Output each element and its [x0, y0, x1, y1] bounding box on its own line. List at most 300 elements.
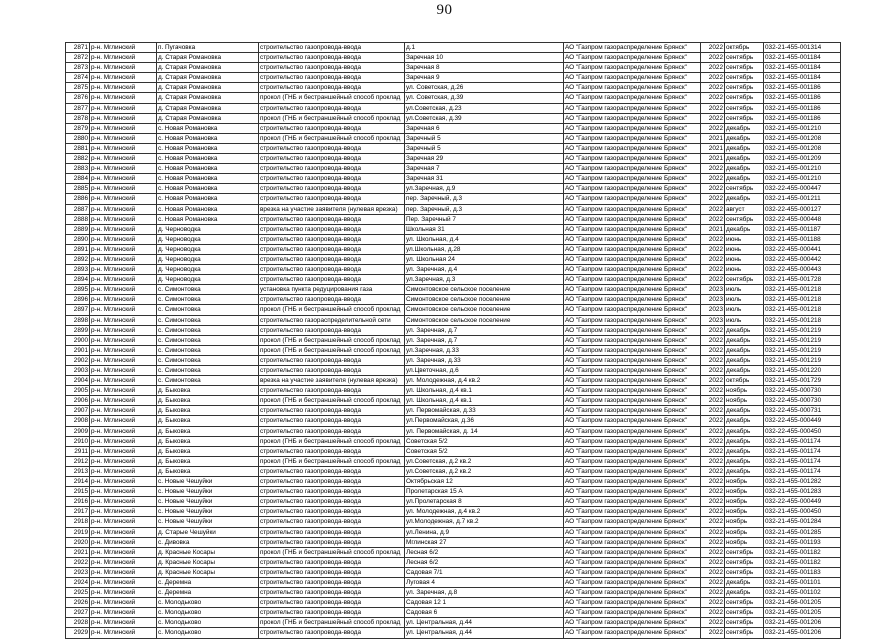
table-row: [66, 406, 841, 416]
table-row: [66, 143, 841, 153]
address-cell: ул. Молодежная, д.4 кв.2: [405, 507, 564, 517]
district-cell: р-н. Мглинский: [90, 598, 157, 608]
row-number-cell: 2879: [66, 123, 90, 133]
reg-number-cell: 032-22-455-000449: [764, 497, 841, 507]
row-number-cell: 2889: [66, 224, 90, 234]
reg-number-cell: 032-21-455-001186: [764, 113, 841, 123]
locality-cell: с. Новая Романовка: [157, 123, 259, 133]
locality-cell: д. Старая Романовка: [157, 63, 259, 73]
work-type-cell: строительство газопровода-ввода: [259, 53, 405, 63]
month-cell: сентябрь: [725, 83, 764, 93]
row-number-cell: 2882: [66, 154, 90, 164]
district-cell: р-н. Мглинский: [90, 194, 157, 204]
organization-cell: АО "Газпром газораспределение Брянск": [564, 335, 701, 345]
month-cell: ноябрь: [725, 527, 764, 537]
row-number-cell: 2918: [66, 517, 90, 527]
row-number-cell: 2905: [66, 386, 90, 396]
reg-number-cell: 032-21-455-001182: [764, 557, 841, 567]
reg-number-cell: 032-21-455-001208: [764, 133, 841, 143]
year-cell: 2022: [701, 507, 725, 517]
organization-cell: АО "Газпром газораспределение Брянск": [564, 224, 701, 234]
locality-cell: д. Быковка: [157, 436, 259, 446]
organization-cell: АО "Газпром газораспределение Брянск": [564, 376, 701, 386]
locality-cell: д. Старая Романовка: [157, 53, 259, 63]
month-cell: ноябрь: [725, 386, 764, 396]
locality-cell: д. Быковка: [157, 456, 259, 466]
address-cell: Симонтовское сельское поселение: [405, 295, 564, 305]
month-cell: сентябрь: [725, 598, 764, 608]
locality-cell: д. Старая Романовка: [157, 103, 259, 113]
table-row: [66, 133, 841, 143]
locality-cell: с. Дивовка: [157, 537, 259, 547]
year-cell: 2022: [701, 416, 725, 426]
year-cell: 2022: [701, 194, 725, 204]
year-cell: 2022: [701, 396, 725, 406]
row-number-cell: 2922: [66, 557, 90, 567]
district-cell: р-н. Мглинский: [90, 234, 157, 244]
work-type-cell: строительство газопровода-ввода: [259, 355, 405, 365]
district-cell: р-н. Мглинский: [90, 63, 157, 73]
month-cell: сентябрь: [725, 618, 764, 628]
table-row: [66, 224, 841, 234]
year-cell: 2022: [701, 265, 725, 275]
month-cell: ноябрь: [725, 396, 764, 406]
table-row: [66, 53, 841, 63]
organization-cell: АО "Газпром газораспределение Брянск": [564, 577, 701, 587]
row-number-cell: 2881: [66, 143, 90, 153]
work-type-cell: прокол (ГНБ и бестраншейный способ проклад: [259, 456, 405, 466]
row-number-cell: 2892: [66, 254, 90, 264]
table-row: [66, 93, 841, 103]
month-cell: декабрь: [725, 355, 764, 365]
work-type-cell: строительство газопровода-ввода: [259, 123, 405, 133]
work-type-cell: строительство газопровода-ввода: [259, 154, 405, 164]
organization-cell: АО "Газпром газораспределение Брянск": [564, 43, 701, 53]
reg-number-cell: 032-21-455-001184: [764, 53, 841, 63]
table-row: [66, 315, 841, 325]
address-cell: ул.Советская, д.39: [405, 113, 564, 123]
reg-number-cell: 032-21-455-001220: [764, 366, 841, 376]
month-cell: июль: [725, 295, 764, 305]
reg-number-cell: 032-21-455-001184: [764, 63, 841, 73]
locality-cell: с. Деремна: [157, 577, 259, 587]
table-row: [66, 537, 841, 547]
address-cell: Симонтовское сельское поселение: [405, 285, 564, 295]
locality-cell: д. Красные Косары: [157, 547, 259, 557]
organization-cell: АО "Газпром газораспределение Брянск": [564, 325, 701, 335]
row-number-cell: 2893: [66, 265, 90, 275]
table-row: [66, 194, 841, 204]
table-row: [66, 285, 841, 295]
table-row: [66, 446, 841, 456]
district-cell: р-н. Мглинский: [90, 426, 157, 436]
address-cell: Лесная 6/2: [405, 557, 564, 567]
address-cell: ул. Заречная, д.8: [405, 588, 564, 598]
year-cell: 2022: [701, 43, 725, 53]
row-number-cell: 2904: [66, 376, 90, 386]
district-cell: р-н. Мглинский: [90, 295, 157, 305]
reg-number-cell: 032-22-455-000730: [764, 386, 841, 396]
address-cell: Октябрьская 12: [405, 477, 564, 487]
organization-cell: АО "Газпром газораспределение Брянск": [564, 598, 701, 608]
district-cell: р-н. Мглинский: [90, 254, 157, 264]
year-cell: 2022: [701, 123, 725, 133]
reg-number-cell: 032-21-455-001211: [764, 194, 841, 204]
organization-cell: АО "Газпром газораспределение Брянск": [564, 143, 701, 153]
locality-cell: д. Быковка: [157, 406, 259, 416]
reg-number-cell: 032-22-455-000448: [764, 214, 841, 224]
year-cell: 2022: [701, 366, 725, 376]
row-number-cell: 2924: [66, 577, 90, 587]
month-cell: сентябрь: [725, 113, 764, 123]
organization-cell: АО "Газпром газораспределение Брянск": [564, 53, 701, 63]
district-cell: р-н. Мглинский: [90, 83, 157, 93]
row-number-cell: 2927: [66, 608, 90, 618]
locality-cell: с. Деремна: [157, 588, 259, 598]
address-cell: ул. Заречная, д.7: [405, 335, 564, 345]
locality-cell: д. Старая Романовка: [157, 93, 259, 103]
month-cell: сентябрь: [725, 93, 764, 103]
reg-number-cell: 032-21-455-001219: [764, 325, 841, 335]
address-cell: ул. Заречная, д.4: [405, 265, 564, 275]
year-cell: 2022: [701, 386, 725, 396]
address-cell: ул. Молодежная, д.4 кв.2: [405, 376, 564, 386]
table-row: [66, 386, 841, 396]
reg-number-cell: 032-21-455-001206: [764, 628, 841, 638]
year-cell: 2022: [701, 53, 725, 63]
year-cell: 2022: [701, 355, 725, 365]
table-row: [66, 628, 841, 638]
year-cell: 2022: [701, 497, 725, 507]
year-cell: 2021: [701, 224, 725, 234]
district-cell: р-н. Мглинский: [90, 618, 157, 628]
work-type-cell: строительство газопровода-ввода: [259, 406, 405, 416]
month-cell: декабрь: [725, 466, 764, 476]
row-number-cell: 2888: [66, 214, 90, 224]
district-cell: р-н. Мглинский: [90, 214, 157, 224]
page-number: 90: [436, 2, 453, 18]
month-cell: декабрь: [725, 164, 764, 174]
month-cell: сентябрь: [725, 73, 764, 83]
organization-cell: АО "Газпром газораспределение Брянск": [564, 345, 701, 355]
address-cell: ул.Школьная, д.28: [405, 244, 564, 254]
organization-cell: АО "Газпром газораспределение Брянск": [564, 234, 701, 244]
address-cell: ул.Советская, д.2 кв.2: [405, 466, 564, 476]
year-cell: 2022: [701, 446, 725, 456]
district-cell: р-н. Мглинский: [90, 547, 157, 557]
year-cell: 2023: [701, 295, 725, 305]
organization-cell: АО "Газпром газораспределение Брянск": [564, 275, 701, 285]
month-cell: ноябрь: [725, 537, 764, 547]
row-number-cell: 2913: [66, 466, 90, 476]
address-cell: пер. Заречный, д.3: [405, 194, 564, 204]
month-cell: октябрь: [725, 43, 764, 53]
table-row: [66, 436, 841, 446]
work-type-cell: строительство газопровода-ввода: [259, 73, 405, 83]
district-cell: р-н. Мглинский: [90, 113, 157, 123]
organization-cell: АО "Газпром газораспределение Брянск": [564, 113, 701, 123]
address-cell: ул. Центральная, д.44: [405, 628, 564, 638]
month-cell: декабрь: [725, 335, 764, 345]
month-cell: сентябрь: [725, 628, 764, 638]
row-number-cell: 2883: [66, 164, 90, 174]
row-number-cell: 2902: [66, 355, 90, 365]
organization-cell: АО "Газпром газораспределение Брянск": [564, 133, 701, 143]
address-cell: ул.Ленина, д.9: [405, 527, 564, 537]
table-row: [66, 275, 841, 285]
table-row: [66, 265, 841, 275]
year-cell: 2022: [701, 598, 725, 608]
month-cell: сентябрь: [725, 547, 764, 557]
row-number-cell: 2911: [66, 446, 90, 456]
district-cell: р-н. Мглинский: [90, 567, 157, 577]
row-number-cell: 2877: [66, 103, 90, 113]
month-cell: декабрь: [725, 436, 764, 446]
district-cell: р-н. Мглинский: [90, 53, 157, 63]
organization-cell: АО "Газпром газораспределение Брянск": [564, 154, 701, 164]
organization-cell: АО "Газпром газораспределение Брянск": [564, 265, 701, 275]
organization-cell: АО "Газпром газораспределение Брянск": [564, 285, 701, 295]
year-cell: 2022: [701, 73, 725, 83]
reg-number-cell: 032-21-455-001728: [764, 275, 841, 285]
table-row: [66, 295, 841, 305]
locality-cell: с. Симонтовка: [157, 315, 259, 325]
table-row: [66, 63, 841, 73]
locality-cell: с. Новые Чешуйки: [157, 477, 259, 487]
locality-cell: с. Новая Романовка: [157, 164, 259, 174]
row-number-cell: 2880: [66, 133, 90, 143]
month-cell: ноябрь: [725, 487, 764, 497]
work-type-cell: строительство газопровода-ввода: [259, 527, 405, 537]
row-number-cell: 2919: [66, 527, 90, 537]
work-type-cell: строительство газопровода-ввода: [259, 557, 405, 567]
year-cell: 2022: [701, 83, 725, 93]
address-cell: ул. Заречная, д.33: [405, 355, 564, 365]
year-cell: 2022: [701, 103, 725, 113]
row-number-cell: 2886: [66, 194, 90, 204]
reg-number-cell: 032-21-455-001183: [764, 567, 841, 577]
district-cell: р-н. Мглинский: [90, 43, 157, 53]
reg-number-cell: 032-21-455-001219: [764, 355, 841, 365]
address-cell: ул. Школьная, д.4 кв.1: [405, 396, 564, 406]
organization-cell: АО "Газпром газораспределение Брянск": [564, 315, 701, 325]
table-row: [66, 345, 841, 355]
organization-cell: АО "Газпром газораспределение Брянск": [564, 547, 701, 557]
year-cell: 2022: [701, 335, 725, 345]
reg-number-cell: 032-21-455-001186: [764, 83, 841, 93]
reg-number-cell: 032-21-455-001218: [764, 295, 841, 305]
locality-cell: д. Старая Романовка: [157, 73, 259, 83]
month-cell: июнь: [725, 265, 764, 275]
district-cell: р-н. Мглинский: [90, 103, 157, 113]
month-cell: сентябрь: [725, 608, 764, 618]
table-row: [66, 416, 841, 426]
locality-cell: д. Красные Косары: [157, 557, 259, 567]
organization-cell: АО "Газпром газораспределение Брянск": [564, 527, 701, 537]
locality-cell: с. Новая Романовка: [157, 184, 259, 194]
table-row: [66, 83, 841, 93]
row-number-cell: 2895: [66, 285, 90, 295]
address-cell: д.1: [405, 43, 564, 53]
organization-cell: АО "Газпром газораспределение Брянск": [564, 103, 701, 113]
district-cell: р-н. Мглинский: [90, 577, 157, 587]
month-cell: декабрь: [725, 154, 764, 164]
row-number-cell: 2873: [66, 63, 90, 73]
address-cell: ул. Школьная 24: [405, 254, 564, 264]
table-row: [66, 204, 841, 214]
locality-cell: с. Новые Чешуйки: [157, 507, 259, 517]
work-type-cell: строительство газопровода-ввода: [259, 254, 405, 264]
row-number-cell: 2899: [66, 325, 90, 335]
year-cell: 2022: [701, 174, 725, 184]
work-type-cell: установка пункта редуцирования газа: [259, 285, 405, 295]
work-type-cell: строительство газопровода-ввода: [259, 83, 405, 93]
year-cell: 2022: [701, 567, 725, 577]
locality-cell: с. Новая Романовка: [157, 204, 259, 214]
district-cell: р-н. Мглинский: [90, 154, 157, 164]
address-cell: Садовая 7/1: [405, 567, 564, 577]
locality-cell: с. Симонтовка: [157, 376, 259, 386]
locality-cell: с. Новая Романовка: [157, 154, 259, 164]
work-type-cell: строительство газопровода-ввода: [259, 184, 405, 194]
year-cell: 2022: [701, 254, 725, 264]
work-type-cell: строительство газопровода-ввода: [259, 265, 405, 275]
organization-cell: АО "Газпром газораспределение Брянск": [564, 588, 701, 598]
district-cell: р-н. Мглинский: [90, 396, 157, 406]
month-cell: декабрь: [725, 194, 764, 204]
locality-cell: д. Быковка: [157, 446, 259, 456]
row-number-cell: 2876: [66, 93, 90, 103]
year-cell: 2022: [701, 628, 725, 638]
work-type-cell: прокол (ГНБ и бестраншейный способ проклад: [259, 113, 405, 123]
district-cell: р-н. Мглинский: [90, 376, 157, 386]
work-type-cell: строительство газопровода-ввода: [259, 507, 405, 517]
locality-cell: д. Быковка: [157, 466, 259, 476]
reg-number-cell: 032-21-455-001219: [764, 345, 841, 355]
work-type-cell: строительство газопровода-ввода: [259, 466, 405, 476]
year-cell: 2022: [701, 426, 725, 436]
organization-cell: АО "Газпром газораспределение Брянск": [564, 446, 701, 456]
year-cell: 2022: [701, 577, 725, 587]
reg-number-cell: 032-21-455-001206: [764, 618, 841, 628]
row-number-cell: 2920: [66, 537, 90, 547]
table-row: [66, 497, 841, 507]
address-cell: ул.Заречная, д.9: [405, 184, 564, 194]
year-cell: 2022: [701, 325, 725, 335]
locality-cell: п. Пугачовка: [157, 43, 259, 53]
organization-cell: АО "Газпром газораспределение Брянск": [564, 93, 701, 103]
year-cell: 2022: [701, 466, 725, 476]
reg-number-cell: 032-22-455-000449: [764, 416, 841, 426]
address-cell: Заречная 29: [405, 154, 564, 164]
district-cell: р-н. Мглинский: [90, 436, 157, 446]
address-cell: пер. Заречный, д.3: [405, 204, 564, 214]
organization-cell: АО "Газпром газораспределение Брянск": [564, 537, 701, 547]
year-cell: 2022: [701, 537, 725, 547]
year-cell: 2022: [701, 618, 725, 628]
district-cell: р-н. Мглинский: [90, 537, 157, 547]
locality-cell: д. Старые Чешуйки: [157, 527, 259, 537]
district-cell: р-н. Мглинский: [90, 588, 157, 598]
work-type-cell: прокол (ГНБ и бестраншейный способ проклад: [259, 335, 405, 345]
locality-cell: с. Молодьково: [157, 628, 259, 638]
year-cell: 2023: [701, 315, 725, 325]
address-cell: ул. Первомайская, д.33: [405, 406, 564, 416]
district-cell: р-н. Мглинский: [90, 456, 157, 466]
organization-cell: АО "Газпром газораспределение Брянск": [564, 416, 701, 426]
work-type-cell: прокол (ГНБ и бестраншейный способ проклад: [259, 305, 405, 315]
row-number-cell: 2901: [66, 345, 90, 355]
district-cell: р-н. Мглинский: [90, 73, 157, 83]
district-cell: р-н. Мглинский: [90, 507, 157, 517]
work-type-cell: строительство газопровода-ввода: [259, 244, 405, 254]
reg-number-cell: 032-21-455-001282: [764, 477, 841, 487]
address-cell: Заречная 8: [405, 63, 564, 73]
reg-number-cell: 032-21-455-001218: [764, 285, 841, 295]
table-row: [66, 43, 841, 53]
locality-cell: д. Черноводка: [157, 224, 259, 234]
address-cell: Советская 5/2: [405, 446, 564, 456]
district-cell: р-н. Мглинский: [90, 517, 157, 527]
address-cell: ул. Первомайская, д. 14: [405, 426, 564, 436]
locality-cell: д. Старая Романовка: [157, 83, 259, 93]
table-row: [66, 113, 841, 123]
district-cell: р-н. Мглинский: [90, 446, 157, 456]
year-cell: 2022: [701, 234, 725, 244]
registry-table: [65, 42, 841, 639]
locality-cell: с. Молодьково: [157, 608, 259, 618]
month-cell: июль: [725, 305, 764, 315]
month-cell: декабрь: [725, 174, 764, 184]
address-cell: Заречная 7: [405, 164, 564, 174]
organization-cell: АО "Газпром газораспределение Брянск": [564, 517, 701, 527]
reg-number-cell: 032-21-455-001210: [764, 164, 841, 174]
organization-cell: АО "Газпром газораспределение Брянск": [564, 366, 701, 376]
reg-number-cell: 032-22-455-000731: [764, 406, 841, 416]
work-type-cell: строительство газопровода-ввода: [259, 477, 405, 487]
month-cell: сентябрь: [725, 53, 764, 63]
year-cell: 2022: [701, 487, 725, 497]
reg-number-cell: 032-21-455-001174: [764, 436, 841, 446]
table-row: [66, 547, 841, 557]
table-row: [66, 588, 841, 598]
row-number-cell: 2915: [66, 487, 90, 497]
organization-cell: АО "Газпром газораспределение Брянск": [564, 507, 701, 517]
organization-cell: АО "Газпром газораспределение Брянск": [564, 295, 701, 305]
reg-number-cell: 032-21-455-001314: [764, 43, 841, 53]
month-cell: сентябрь: [725, 275, 764, 285]
locality-cell: с. Новые Чешуйки: [157, 487, 259, 497]
district-cell: р-н. Мглинский: [90, 527, 157, 537]
district-cell: р-н. Мглинский: [90, 497, 157, 507]
locality-cell: д. Быковка: [157, 386, 259, 396]
year-cell: 2022: [701, 275, 725, 285]
table-row: [66, 507, 841, 517]
locality-cell: с. Молодьково: [157, 618, 259, 628]
locality-cell: д. Черноводка: [157, 265, 259, 275]
district-cell: р-н. Мглинский: [90, 477, 157, 487]
month-cell: сентябрь: [725, 184, 764, 194]
locality-cell: с. Симонтовка: [157, 335, 259, 345]
organization-cell: АО "Газпром газораспределение Брянск": [564, 123, 701, 133]
table-row: [66, 214, 841, 224]
work-type-cell: строительство газопровода-ввода: [259, 567, 405, 577]
organization-cell: АО "Газпром газораспределение Брянск": [564, 436, 701, 446]
address-cell: Луговая 4: [405, 577, 564, 587]
row-number-cell: 2897: [66, 305, 90, 315]
month-cell: сентябрь: [725, 103, 764, 113]
address-cell: Симонтовское сельское поселение: [405, 305, 564, 315]
